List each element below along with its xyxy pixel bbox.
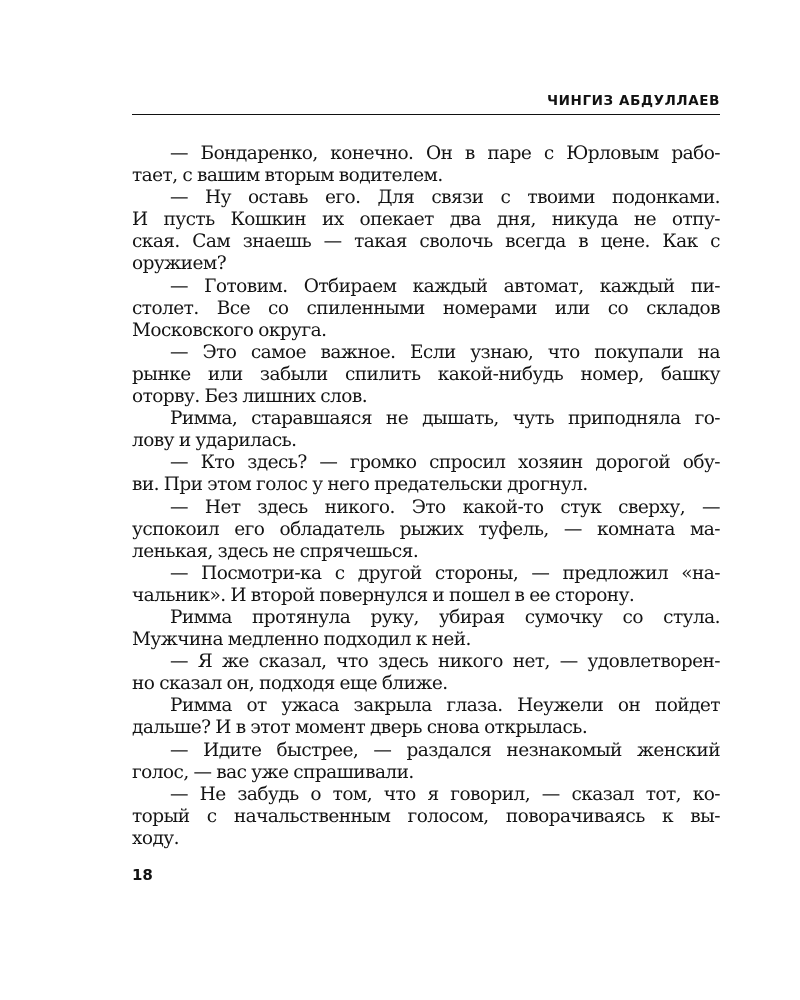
paragraph xyxy=(132,784,720,850)
paragraph xyxy=(132,276,720,342)
text-line: ходу. xyxy=(132,827,179,849)
text-line: ская. Сам знаешь — такая сволочь всегда в цене. Как с xyxy=(132,231,720,253)
text-line: — Не забудь о том, что я говорил, — сказал тот, ко- xyxy=(170,783,720,805)
paragraph xyxy=(132,408,720,452)
paragraph xyxy=(132,651,720,695)
text-line: рынке или забыли спилить какой-нибудь номер, башку xyxy=(132,363,720,385)
paragraph xyxy=(132,342,720,408)
paragraph xyxy=(132,740,720,784)
paragraph xyxy=(132,452,720,496)
text-line: но сказал он, подходя еще ближе. xyxy=(132,673,448,695)
text-line: — Бондаренко, конечно. Он в паре с Юрловым рабо- xyxy=(170,143,720,164)
running-head-author: ЧИНГИЗ АБДУЛЛАЕВ xyxy=(547,93,720,109)
text-line: чальник». И второй повернулся и пошел в ее сторону. xyxy=(132,584,635,606)
text-line: тает, с вашим вторым водителем. xyxy=(132,165,443,187)
text-line: оружием? xyxy=(132,253,227,275)
text-line: Римма протянула руку, убирая сумочку со стула. xyxy=(170,606,720,628)
paragraph xyxy=(132,497,720,563)
paragraph xyxy=(132,563,720,607)
header-rule xyxy=(132,114,720,115)
text-line: — Это самое важное. Если узнаю, что покупали на xyxy=(170,341,720,363)
text-line: ви. При этом голос у него предательски дрогнул. xyxy=(132,474,588,496)
text-line: успокоил его обладатель рыжих туфель, — комната ма- xyxy=(132,518,720,540)
text-line: столет. Все со спиленными номерами или со складов xyxy=(132,297,720,319)
paragraph xyxy=(132,607,720,651)
text-line: торый с начальственным голосом, поворачиваясь к вы- xyxy=(132,805,720,827)
paragraph xyxy=(132,187,720,275)
text-line: Московского округа. xyxy=(132,319,327,341)
text-line: — Я же сказал, что здесь никого нет, — удовлетворен- xyxy=(170,651,720,673)
text-line: оторву. Без лишних слов. xyxy=(132,386,368,408)
text-line: лову и ударилась. xyxy=(132,430,297,452)
paragraph xyxy=(132,143,720,187)
text-line: ленькая, здесь не спрячешься. xyxy=(132,540,419,562)
body-text xyxy=(132,143,720,850)
text-line: — Посмотри-ка с другой стороны, — предложил «на- xyxy=(170,562,720,584)
text-line: — Идите быстрее, — раздался незнакомый женский xyxy=(170,739,720,761)
paragraph xyxy=(132,695,720,739)
text-line: И пусть Кошкин их опекает два дня, никуда не отпу- xyxy=(132,209,720,231)
text-line: дальше? И в этот момент дверь снова открылась. xyxy=(132,717,588,739)
page-number: 18 xyxy=(132,866,153,884)
text-line: Римма от ужаса закрыла глаза. Неужели он пойдет xyxy=(170,695,720,717)
text-line: — Ну оставь его. Для связи с твоими подонками. xyxy=(170,187,720,209)
text-line: — Готовим. Отбираем каждый автомат, каждый пи- xyxy=(170,275,720,297)
text-line: — Кто здесь? — громко спросил хозяин дорогой обу- xyxy=(170,452,720,474)
text-line: Мужчина медленно подходил к ней. xyxy=(132,629,471,651)
text-line: — Нет здесь никого. Это какой-то стук сверху, — xyxy=(170,496,720,518)
text-line: Римма, старавшаяся не дышать, чуть приподняла го- xyxy=(170,408,720,430)
text-line: голос, — вас уже спрашивали. xyxy=(132,761,414,783)
